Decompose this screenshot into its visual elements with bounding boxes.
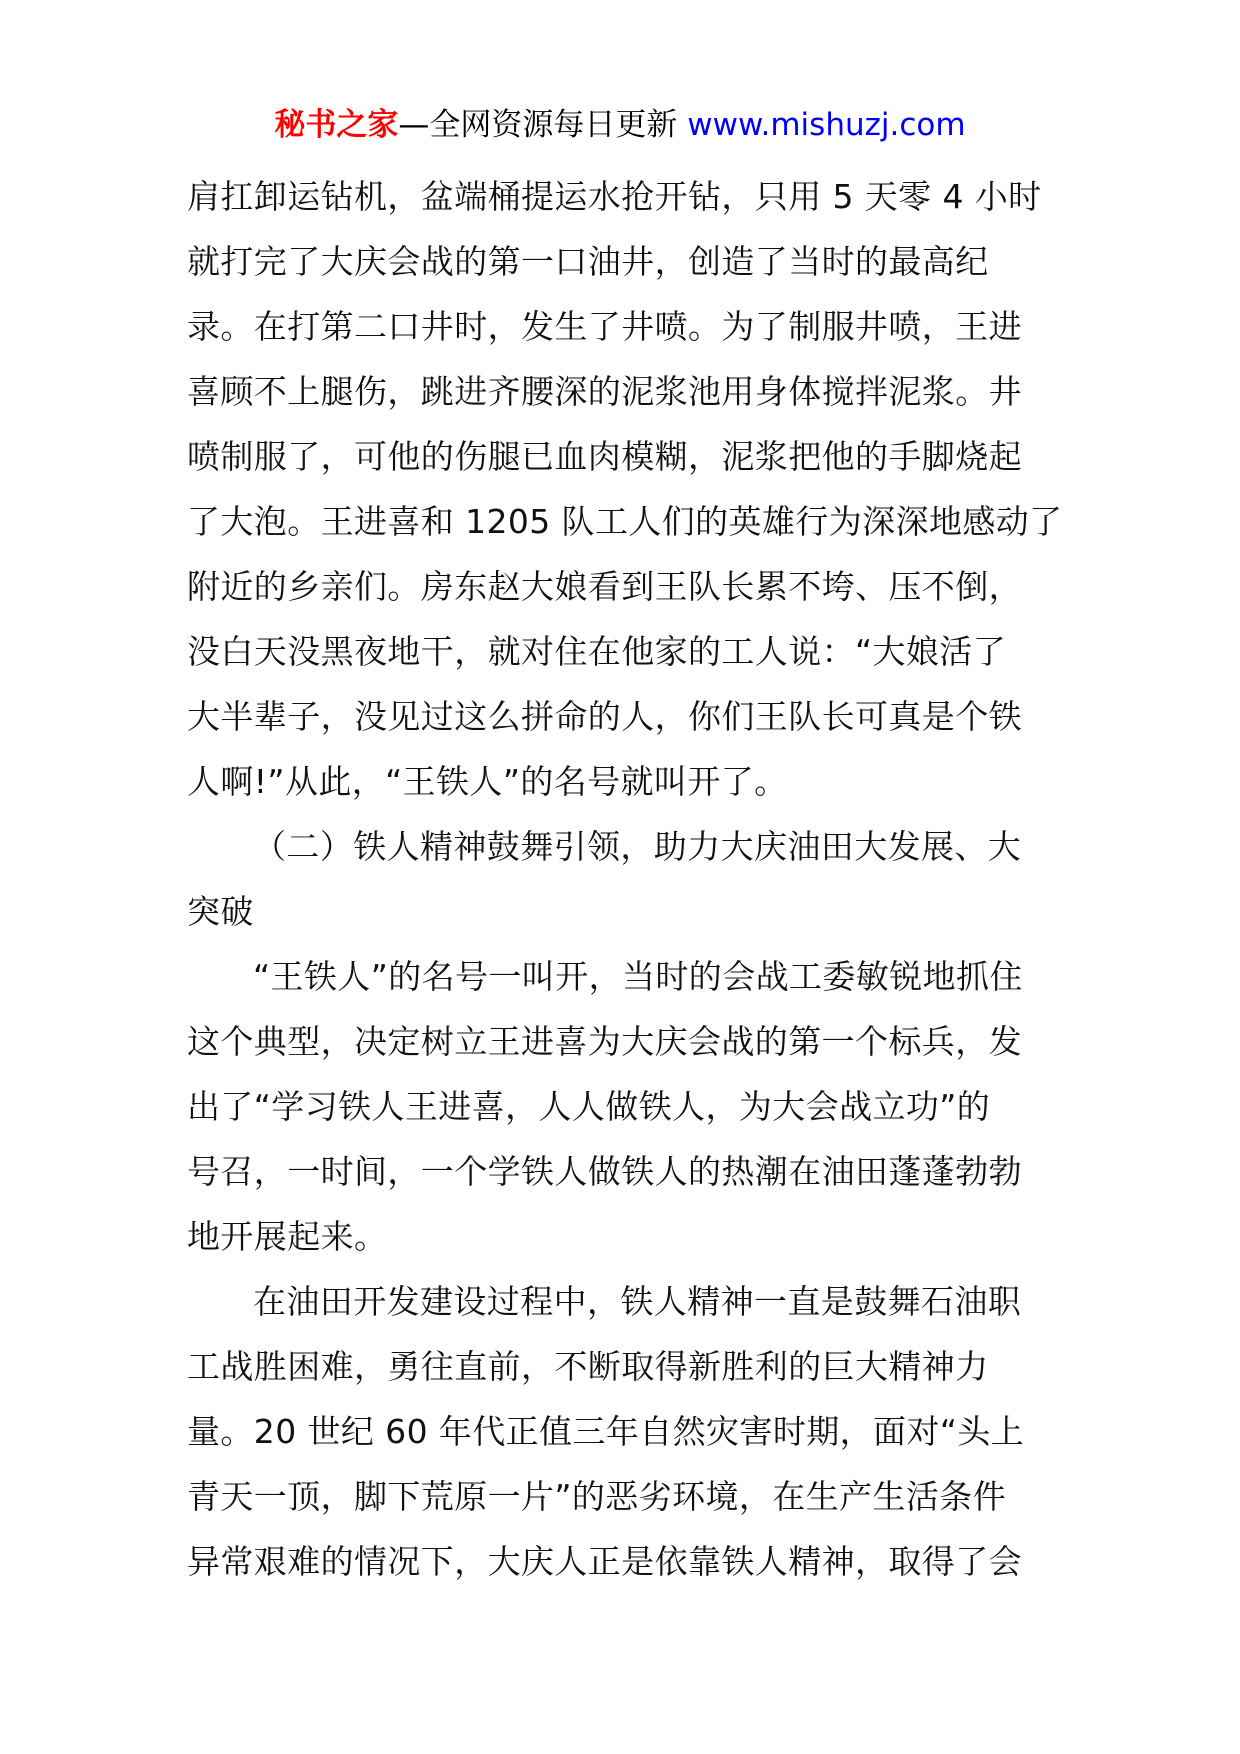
paragraph-start: “王铁人”的名号一叫开，当时的会战工委敏锐地抓住 [253, 957, 1023, 996]
text-line: 人啊!”从此，“王铁人”的名号就叫开了。 [187, 762, 788, 801]
text-line: 附近的乡亲们。房东赵大娘看到王队长累不垮、压不倒， [187, 567, 1022, 606]
text-line: 这个典型，决定树立王进喜为大庆会战的第一个标兵，发 [187, 1022, 1022, 1061]
document-body [187, 164, 1063, 1594]
header-url-link[interactable]: www.mishuzj.com [687, 107, 966, 143]
header-tagline: —全网资源每日更新 [398, 107, 678, 143]
text-line: 录。在打第二口井时，发生了井喷。为了制服井喷，王进 [187, 307, 1022, 346]
text-line: 了大泡。王进喜和 1205 队工人们的英雄行为深深地感动了 [187, 502, 1063, 541]
paragraph-start: 在油田开发建设过程中，铁人精神一直是鼓舞石油职 [253, 1282, 1022, 1321]
section-heading: （二）铁人精神鼓舞引领，助力大庆油田大发展、大 [253, 827, 1022, 866]
text-line: 肩扛卸运钻机，盆端桶提运水抢开钻，只用 5 天零 4 小时 [187, 177, 1042, 216]
text-line: 出了“学习铁人王进喜，人人做铁人，为大会战立功”的 [187, 1087, 991, 1126]
text-line: 喜顾不上腿伤，跳进齐腰深的泥浆池用身体搅拌泥浆。井 [187, 372, 1022, 411]
page-header [0, 103, 1240, 147]
text-line: 工战胜困难，勇往直前，不断取得新胜利的巨大精神力 [187, 1347, 989, 1386]
text-line: 地开展起来。 [187, 1217, 388, 1256]
text-line: 量。20 世纪 60 年代正值三年自然灾害时期，面对“头上 [187, 1412, 1025, 1451]
text-line: 喷制服了，可他的伤腿已血肉模糊，泥浆把他的手脚烧起 [187, 437, 1022, 476]
text-line: 没白天没黑夜地干，就对住在他家的工人说：“大娘活了 [187, 632, 1007, 671]
section-heading-continued: 突破 [187, 892, 254, 931]
header-brand: 秘书之家 [274, 107, 399, 143]
text-line: 异常艰难的情况下，大庆人正是依靠铁人精神，取得了会 [187, 1542, 1022, 1581]
text-line: 青天一顶，脚下荒原一片”的恶劣环境，在生产生活条件 [187, 1477, 1007, 1516]
text-line: 就打完了大庆会战的第一口油井，创造了当时的最高纪 [187, 242, 989, 281]
text-line: 号召，一时间，一个学铁人做铁人的热潮在油田蓬蓬勃勃 [187, 1152, 1022, 1191]
text-line: 大半辈子，没见过这么拼命的人，你们王队长可真是个铁 [187, 697, 1022, 736]
